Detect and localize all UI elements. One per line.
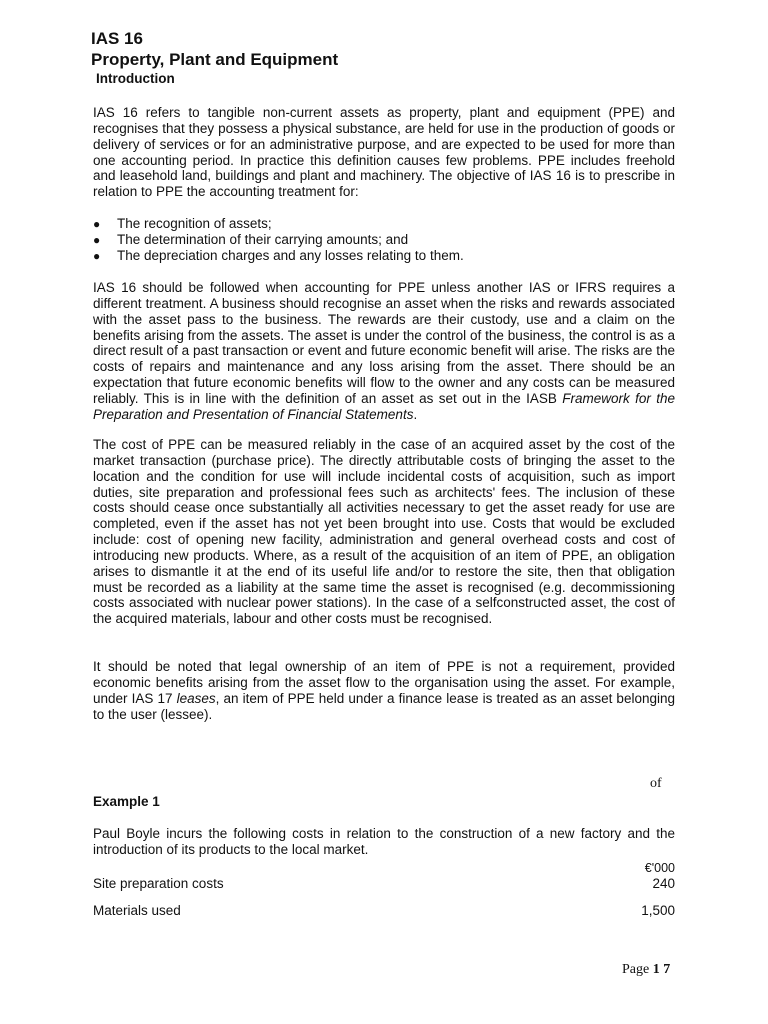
- framework-title: Framework for the Preparation and Presentation of Financial Statements: [93, 390, 675, 422]
- example-title: Example 1: [93, 794, 160, 809]
- paragraph-end: .: [413, 406, 418, 422]
- objective-list: [93, 216, 675, 264]
- paragraph-end: , an item of PPE held under a finance lease is treated as an asset belonging to the user (lessee).: [93, 690, 675, 722]
- stray-text: of: [650, 776, 662, 791]
- cost-value: 1,500: [641, 903, 675, 918]
- cost-value: 240: [652, 876, 675, 891]
- ownership-paragraph: [93, 659, 675, 722]
- list-item-text: The recognition of assets;: [117, 216, 272, 231]
- page-number-value: 1 7: [652, 962, 671, 977]
- section-heading: Introduction: [96, 71, 175, 86]
- list-item: [93, 248, 675, 264]
- list-item: [93, 232, 675, 248]
- cost-label: Site preparation costs: [93, 876, 224, 891]
- bullet-icon: ●: [93, 217, 101, 231]
- cost-label: Materials used: [93, 903, 181, 918]
- list-item-text: The depreciation charges and any losses relating to them.: [117, 248, 464, 263]
- example-description: Paul Boyle incurs the following costs in relation to the construction of a new factory and the introduction of its products to the local market.: [93, 826, 675, 857]
- document-title: IAS 16: [91, 29, 143, 48]
- list-item-text: The determination of their carrying amounts; and: [117, 232, 409, 247]
- page-number: [622, 962, 670, 978]
- intro-paragraph-2: [93, 280, 675, 423]
- bullet-icon: ●: [93, 249, 101, 263]
- list-item: [93, 216, 675, 232]
- cost-paragraph: The cost of PPE can be measured reliably in the case of an acquired asset by the cost of the market transaction (purchase price). The directly attributable costs of bringing the asset to the location and the condition for use will include incidental costs of acquisition, such as import duties, site preparation and professional fees such as architects' fees. The inclusion of these costs should cease once substantially all activities necessary to get the asset ready for use are completed, even if the asset has not yet been brought into use. Costs that would be excluded include: cost of opening new facility, administration and general overhead costs and cost of introducing new products. Where, as a result of the acquisition of an item of PPE, an obligation arises to dismantle it at the end of its useful life and/or to restore the site, then that obligation must be recorded as a liability at the same time the asset is recognised (e.g. decommissioning costs associated with nuclear power stations). In the case of a selfconstructed asset, the cost of the acquired materials, labour and other costs must be recognised.: [93, 437, 675, 627]
- paragraph-text: It should be noted that legal ownership of an item of PPE is not a requirement, provided economic benefits arising from the asset flow to the organisation using the asset. For example, under IAS 17: [93, 659, 675, 706]
- leases-term: leases: [176, 690, 216, 706]
- page-label: Page: [622, 962, 650, 977]
- currency-unit: €'000: [644, 861, 675, 875]
- paragraph-text: IAS 16 should be followed when accounting for PPE unless another IAS or IFRS requires a different treatment. A business should recognise an asset when the risks and rewards associated with the asset pass to the business. The rewards are their custody, use and a claim on the benefits arising from the assets. The asset is under the control of the business, the control is as a direct result of a past transaction or event and future economic benefit will arise. The risks are the costs of repairs and maintenance and any loss arising from the asset. There should be an expectation that future economic benefits will flow to the owner and any costs can be measured reliably. This is in line with the definition of an asset as set out in the IASB: [93, 280, 675, 406]
- intro-paragraph-1: IAS 16 refers to tangible non-current assets as property, plant and equipment (PPE) and recognises that they possess a physical substance, are held for use in the production of goods or delivery of services or for an administrative purpose, and are expected to be used for more than one accounting period. In practice this definition causes few problems. PPE includes freehold and leasehold land, buildings and plant and machinery. The objective of IAS 16 is to prescribe in relation to PPE the accounting treatment for:: [93, 105, 675, 200]
- document-subtitle: Property, Plant and Equipment: [91, 50, 339, 69]
- bullet-icon: ●: [93, 233, 101, 247]
